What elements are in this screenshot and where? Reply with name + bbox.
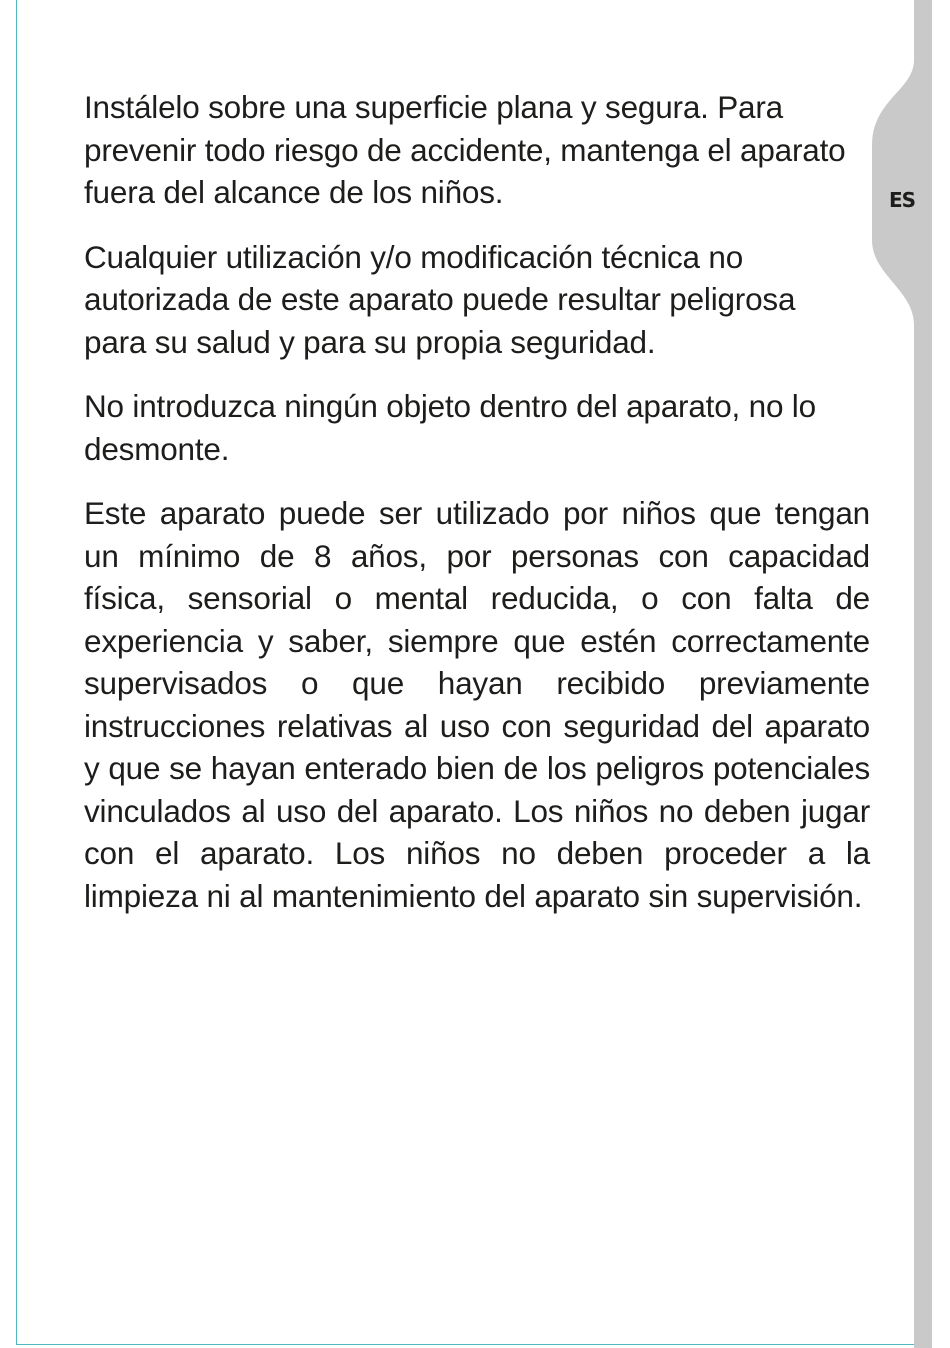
- safety-instructions: [84, 86, 870, 939]
- paragraph-modification: Cualquier utilización y/o modificación técnica no autorizada de este aparato puede resultar peligrosa para su salud y para su propia seguridad.: [84, 238, 796, 360]
- paragraph-objects: No introduzca ningún objeto dentro del aparato, no lo desmonte.: [84, 388, 816, 467]
- paragraph-installation: Instálelo sobre una superficie plana y segura. Para prevenir todo riesgo de accidente, mantenga el aparato fuera del alcance de los niños.: [84, 89, 846, 210]
- language-tab-label[interactable]: ES: [888, 188, 916, 212]
- paragraph-children: Este aparato puede ser utilizado por niños que tengan un mínimo de 8 años, por personas con capacidad física, sensorial o mental reducida, o con falta de experiencia y saber, siempre que estén correctamente supervisados o que hayan recibido previamente instrucciones relativas al uso con seguridad del aparato y que se hayan enterado bien de los peligros potenciales vinculados al uso del aparato. Los niños no deben jugar con el aparato. Los niños no deben proceder a la limpieza ni al mantenimiento del aparato sin supervisión.: [84, 495, 870, 914]
- right-margin: [932, 0, 950, 1348]
